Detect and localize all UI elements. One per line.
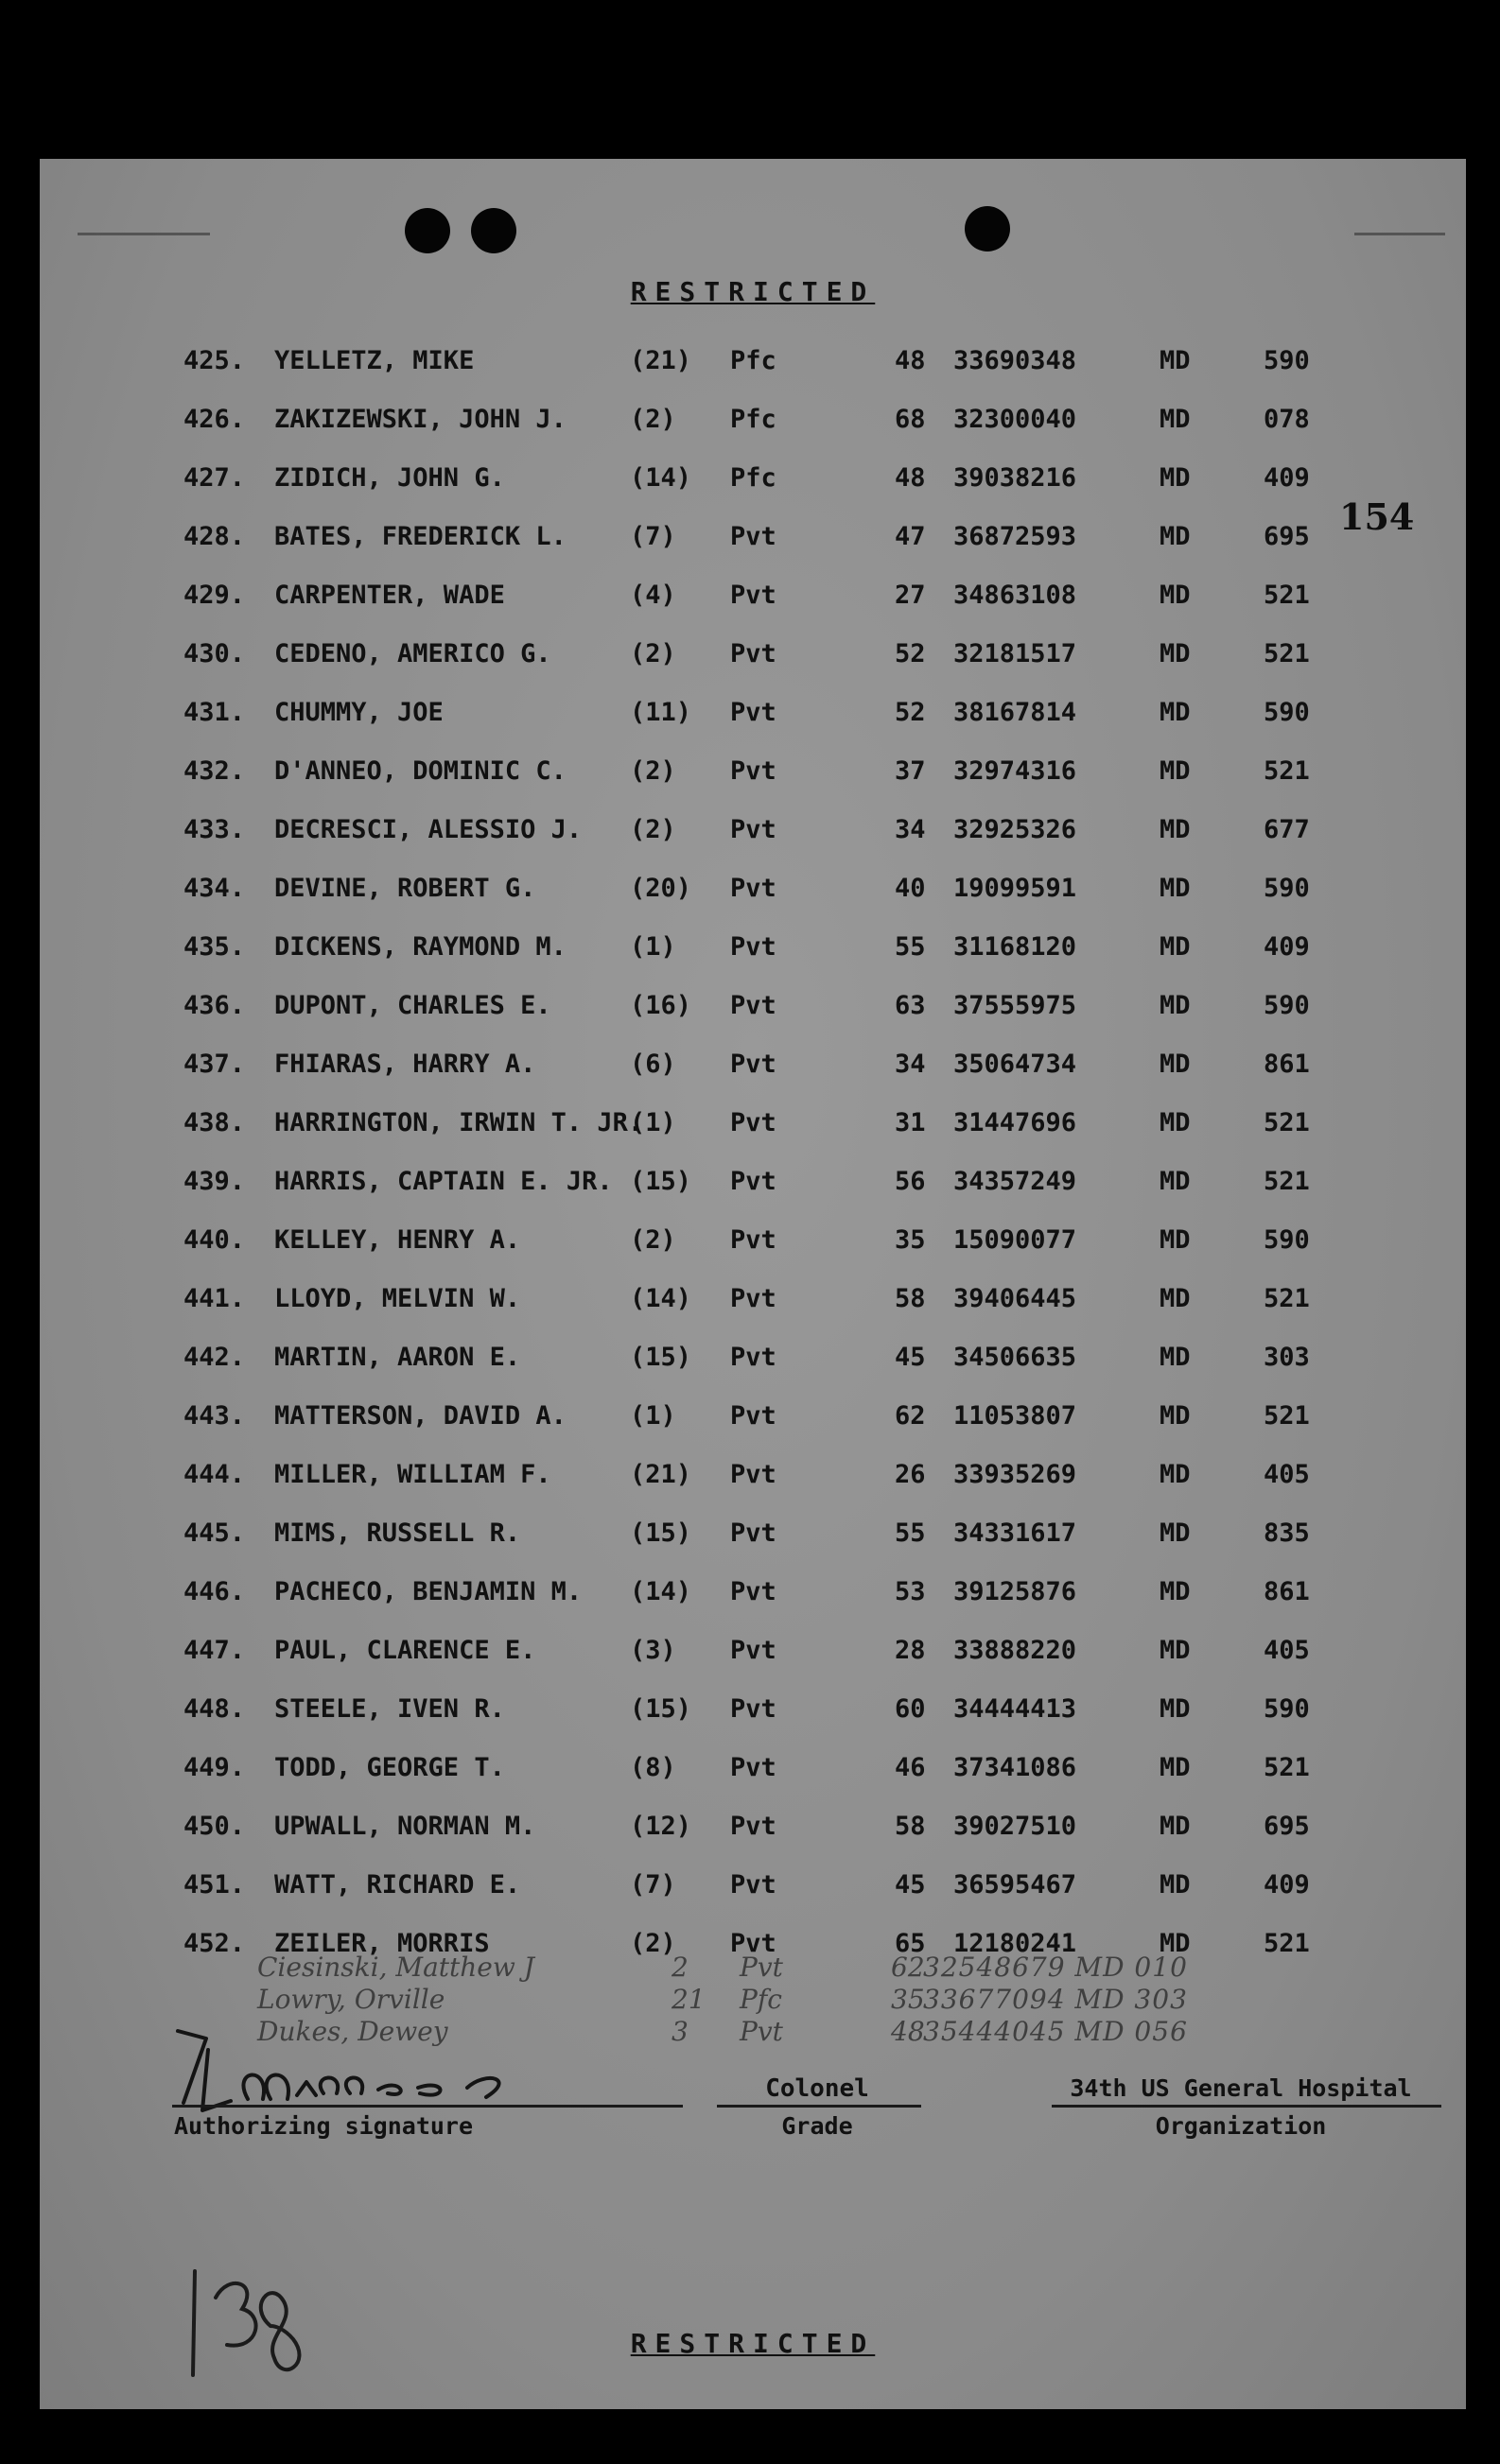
handwritten-age: 35 <box>891 1984 925 2015</box>
roster-row <box>40 1343 1466 1380</box>
roster-num: 451. <box>183 1870 246 1900</box>
roster-row <box>40 1753 1466 1791</box>
roster-mos: 521 <box>1264 756 1310 786</box>
roster-age: 58 <box>895 1812 926 1841</box>
roster-num: 439. <box>183 1167 246 1196</box>
roster-serial: 32181517 <box>953 639 1077 668</box>
roster-name: MARTIN, AARON E. <box>274 1343 521 1372</box>
roster-mos: 521 <box>1264 639 1310 668</box>
handwritten-grade: Pvt <box>740 1952 783 1983</box>
roster-num: 447. <box>183 1636 246 1665</box>
roster-age: 52 <box>895 698 926 727</box>
roster-code: (7) <box>630 1870 676 1900</box>
roster-mos: 695 <box>1264 1812 1310 1841</box>
roster-num: 437. <box>183 1050 246 1079</box>
roster-age: 68 <box>895 405 926 434</box>
roster-row <box>40 522 1466 560</box>
margin-mark <box>1354 233 1445 235</box>
roster-grade: Pvt <box>730 815 776 844</box>
roster-age: 28 <box>895 1636 926 1665</box>
roster-mos: 861 <box>1264 1577 1310 1606</box>
roster-mos: 835 <box>1264 1518 1310 1548</box>
roster-name: HARRINGTON, IRWIN T. JR. <box>274 1108 644 1137</box>
roster-grade: Pvt <box>730 1518 776 1548</box>
roster-grade: Pvt <box>730 522 776 551</box>
roster-serial: 33690348 <box>953 346 1077 375</box>
roster-serial: 34863108 <box>953 581 1077 610</box>
roster-grade: Pfc <box>730 405 776 434</box>
roster-grade: Pvt <box>730 1108 776 1137</box>
roster-name: YELLETZ, MIKE <box>274 346 475 375</box>
roster-serial: 39125876 <box>953 1577 1077 1606</box>
roster-grade: Pvt <box>730 1694 776 1724</box>
roster-mos: 409 <box>1264 463 1310 493</box>
roster-age: 55 <box>895 1518 926 1548</box>
roster-mos: 405 <box>1264 1636 1310 1665</box>
roster-mos: 521 <box>1264 1284 1310 1313</box>
roster-age: 34 <box>895 815 926 844</box>
roster-age: 63 <box>895 991 926 1020</box>
roster-serial: 31447696 <box>953 1108 1077 1137</box>
roster-row <box>40 1050 1466 1087</box>
roster-code: (14) <box>630 1577 692 1606</box>
roster-code: (21) <box>630 346 692 375</box>
roster-row <box>40 1167 1466 1205</box>
roster-mos: 303 <box>1264 1343 1310 1372</box>
roster-branch: MD <box>1160 991 1191 1020</box>
handwritten-name: Ciesinski, Matthew J <box>257 1952 534 1983</box>
roster-branch: MD <box>1160 815 1191 844</box>
roster-row <box>40 346 1466 384</box>
roster-row <box>40 698 1466 736</box>
roster-grade: Pvt <box>730 1460 776 1489</box>
roster-name: CHUMMY, JOE <box>274 698 444 727</box>
roster-branch: MD <box>1160 405 1191 434</box>
roster-branch: MD <box>1160 463 1191 493</box>
roster-name: FHIARAS, HARRY A. <box>274 1050 536 1079</box>
roster-serial: 15090077 <box>953 1225 1077 1255</box>
roster-branch: MD <box>1160 932 1191 962</box>
roster-mos: 521 <box>1264 1167 1310 1196</box>
roster-row <box>40 639 1466 677</box>
roster-code: (15) <box>630 1343 692 1372</box>
roster-name: MATTERSON, DAVID A. <box>274 1401 567 1431</box>
roster-row <box>40 1870 1466 1908</box>
roster-branch: MD <box>1160 639 1191 668</box>
roster-serial: 32925326 <box>953 815 1077 844</box>
roster-num: 426. <box>183 405 246 434</box>
roster-grade: Pvt <box>730 1225 776 1255</box>
roster-age: 27 <box>895 581 926 610</box>
roster-row <box>40 1518 1466 1556</box>
roster-age: 47 <box>895 522 926 551</box>
roster-code: (2) <box>630 756 676 786</box>
roster-branch: MD <box>1160 1577 1191 1606</box>
roster-row <box>40 1460 1466 1498</box>
roster-mos: 590 <box>1264 1225 1310 1255</box>
roster-code: (2) <box>630 815 676 844</box>
roster-code: (1) <box>630 1108 676 1137</box>
handwritten-name: Lowry, Orville <box>257 1984 445 2015</box>
roster-name: TODD, GEORGE T. <box>274 1753 505 1782</box>
roster-grade: Pvt <box>730 581 776 610</box>
document-page <box>40 159 1466 2409</box>
roster-num: 443. <box>183 1401 246 1431</box>
roster-age: 56 <box>895 1167 926 1196</box>
roster-age: 35 <box>895 1225 926 1255</box>
roster-num: 430. <box>183 639 246 668</box>
roster-mos: 521 <box>1264 1929 1310 1958</box>
punch-hole <box>471 208 516 253</box>
roster-row <box>40 991 1466 1029</box>
roster-code: (21) <box>630 1460 692 1489</box>
roster-serial: 32300040 <box>953 405 1077 434</box>
roster-branch: MD <box>1160 1050 1191 1079</box>
handwritten-grade: Pfc <box>740 1984 782 2015</box>
roster-grade: Pvt <box>730 874 776 903</box>
roster-row <box>40 463 1466 501</box>
roster-serial: 12180241 <box>953 1929 1077 1958</box>
handwritten-row <box>40 1952 1466 1986</box>
roster-code: (3) <box>630 1636 676 1665</box>
roster-num: 425. <box>183 346 246 375</box>
roster-row <box>40 1401 1466 1439</box>
roster-serial: 39406445 <box>953 1284 1077 1313</box>
page-number: 154 <box>1339 495 1415 538</box>
organization-value: 34th US General Hospital <box>1070 2074 1412 2102</box>
roster-code: (2) <box>630 1225 676 1255</box>
roster-grade: Pvt <box>730 1284 776 1313</box>
roster-grade: Pvt <box>730 1753 776 1782</box>
roster-num: 433. <box>183 815 246 844</box>
roster-num: 442. <box>183 1343 246 1372</box>
roster-name: KELLEY, HENRY A. <box>274 1225 521 1255</box>
roster-grade: Pvt <box>730 932 776 962</box>
organization-label: Organization <box>1155 2112 1327 2140</box>
roster-code: (15) <box>630 1518 692 1548</box>
roster-branch: MD <box>1160 1636 1191 1665</box>
roster-num: 450. <box>183 1812 246 1841</box>
roster-grade: Pvt <box>730 991 776 1020</box>
roster-age: 48 <box>895 346 926 375</box>
roster-num: 435. <box>183 932 246 962</box>
roster-serial: 35064734 <box>953 1050 1077 1079</box>
roster-branch: MD <box>1160 346 1191 375</box>
roster-code: (2) <box>630 1929 676 1958</box>
roster-code: (15) <box>630 1167 692 1196</box>
roster-serial: 19099591 <box>953 874 1077 903</box>
roster-num: 432. <box>183 756 246 786</box>
roster-branch: MD <box>1160 1343 1191 1372</box>
roster-num: 431. <box>183 698 246 727</box>
roster-grade: Pvt <box>730 756 776 786</box>
roster-name: MIMS, RUSSELL R. <box>274 1518 521 1548</box>
roster-grade: Pvt <box>730 1343 776 1372</box>
roster-grade: Pfc <box>730 346 776 375</box>
roster-row <box>40 1284 1466 1322</box>
handwritten-code: 21 <box>672 1984 706 2015</box>
roster-age: 58 <box>895 1284 926 1313</box>
roster-name: LLOYD, MELVIN W. <box>274 1284 521 1313</box>
roster-mos: 590 <box>1264 346 1310 375</box>
restricted-footer: RESTRICTED <box>630 2328 876 2359</box>
roster-name: DUPONT, CHARLES E. <box>274 991 551 1020</box>
roster-serial: 34444413 <box>953 1694 1077 1724</box>
roster-code: (15) <box>630 1694 692 1724</box>
authorizing-signature-label: Authorizing signature <box>173 2112 474 2140</box>
roster-row <box>40 932 1466 970</box>
roster-age: 52 <box>895 639 926 668</box>
roster-branch: MD <box>1160 1108 1191 1137</box>
punch-hole <box>405 208 450 253</box>
roster-num: 440. <box>183 1225 246 1255</box>
roster-mos: 409 <box>1264 932 1310 962</box>
roster-mos: 405 <box>1264 1460 1310 1489</box>
roster-age: 26 <box>895 1460 926 1489</box>
roster-branch: MD <box>1160 1870 1191 1900</box>
roster-branch: MD <box>1160 1812 1191 1841</box>
roster-serial: 33888220 <box>953 1636 1077 1665</box>
roster-name: PAUL, CLARENCE E. <box>274 1636 536 1665</box>
punch-hole <box>965 206 1010 252</box>
roster-row <box>40 1108 1466 1146</box>
roster-branch: MD <box>1160 1167 1191 1196</box>
roster-name: DICKENS, RAYMOND M. <box>274 932 567 962</box>
roster-row <box>40 1694 1466 1732</box>
roster-mos: 521 <box>1264 1401 1310 1431</box>
roster-age: 60 <box>895 1694 926 1724</box>
roster-age: 65 <box>895 1929 926 1958</box>
roster-serial: 33935269 <box>953 1460 1077 1489</box>
handwritten-grade: Pvt <box>740 2016 783 2047</box>
roster-serial: 39027510 <box>953 1812 1077 1841</box>
roster-mos: 078 <box>1264 405 1310 434</box>
roster-age: 40 <box>895 874 926 903</box>
roster-num: 449. <box>183 1753 246 1782</box>
roster-num: 445. <box>183 1518 246 1548</box>
roster-grade: Pvt <box>730 1167 776 1196</box>
handwritten-age: 62 <box>891 1952 925 1983</box>
roster-mos: 521 <box>1264 1108 1310 1137</box>
roster-num: 444. <box>183 1460 246 1489</box>
roster-serial: 36595467 <box>953 1870 1077 1900</box>
roster-code: (16) <box>630 991 692 1020</box>
roster-code: (6) <box>630 1050 676 1079</box>
roster-name: DEVINE, ROBERT G. <box>274 874 536 903</box>
roster-code: (2) <box>630 405 676 434</box>
restricted-header: RESTRICTED <box>630 276 876 307</box>
roster-code: (11) <box>630 698 692 727</box>
roster-row <box>40 405 1466 442</box>
handwritten-code: 3 <box>672 2016 689 2047</box>
roster-num: 438. <box>183 1108 246 1137</box>
roster-name: ZAKIZEWSKI, JOHN J. <box>274 405 567 434</box>
roster-grade: Pvt <box>730 698 776 727</box>
roster-mos: 590 <box>1264 874 1310 903</box>
roster-branch: MD <box>1160 1225 1191 1255</box>
roster-branch: MD <box>1160 756 1191 786</box>
roster-age: 45 <box>895 1870 926 1900</box>
roster-mos: 590 <box>1264 1694 1310 1724</box>
roster-name: PACHECO, BENJAMIN M. <box>274 1577 583 1606</box>
roster-branch: MD <box>1160 522 1191 551</box>
roster-grade: Pvt <box>730 1577 776 1606</box>
roster-num: 429. <box>183 581 246 610</box>
roster-name: UPWALL, NORMAN M. <box>274 1812 536 1841</box>
roster-mos: 677 <box>1264 815 1310 844</box>
handwritten-serial: 35444045 MD 056 <box>923 2016 1188 2047</box>
roster-num: 452. <box>183 1929 246 1958</box>
roster-serial: 32974316 <box>953 756 1077 786</box>
roster-serial: 34506635 <box>953 1343 1077 1372</box>
roster-num: 446. <box>183 1577 246 1606</box>
roster-num: 427. <box>183 463 246 493</box>
roster-row <box>40 581 1466 618</box>
roster-branch: MD <box>1160 1284 1191 1313</box>
handwritten-age: 48 <box>891 2016 925 2047</box>
roster-row <box>40 1636 1466 1674</box>
roster-age: 31 <box>895 1108 926 1137</box>
roster-branch: MD <box>1160 1460 1191 1489</box>
roster-branch: MD <box>1160 698 1191 727</box>
roster-row <box>40 1812 1466 1849</box>
roster-name: ZIDICH, JOHN G. <box>274 463 505 493</box>
roster-branch: MD <box>1160 1753 1191 1782</box>
roster-serial: 39038216 <box>953 463 1077 493</box>
roster-serial: 37555975 <box>953 991 1077 1020</box>
roster-code: (1) <box>630 1401 676 1431</box>
roster-grade: Pvt <box>730 1870 776 1900</box>
roster-name: WATT, RICHARD E. <box>274 1870 521 1900</box>
roster-serial: 38167814 <box>953 698 1077 727</box>
roster-code: (7) <box>630 522 676 551</box>
roster-age: 48 <box>895 463 926 493</box>
roster-grade: Pfc <box>730 463 776 493</box>
roster-age: 37 <box>895 756 926 786</box>
roster-name: MILLER, WILLIAM F. <box>274 1460 551 1489</box>
roster-name: HARRIS, CAPTAIN E. JR. <box>274 1167 613 1196</box>
roster-row <box>40 815 1466 853</box>
roster-name: STEELE, IVEN R. <box>274 1694 505 1724</box>
roster-age: 45 <box>895 1343 926 1372</box>
roster-branch: MD <box>1160 581 1191 610</box>
roster-grade: Pvt <box>730 1929 776 1958</box>
roster-name: D'ANNEO, DOMINIC C. <box>274 756 567 786</box>
signature-line <box>172 2105 683 2108</box>
roster-serial: 31168120 <box>953 932 1077 962</box>
roster-serial: 36872593 <box>953 522 1077 551</box>
margin-mark <box>78 233 210 235</box>
roster-branch: MD <box>1160 874 1191 903</box>
roster-code: (4) <box>630 581 676 610</box>
roster-name: DECRESCI, ALESSIO J. <box>274 815 583 844</box>
roster-code: (14) <box>630 463 692 493</box>
roster-row <box>40 1225 1466 1263</box>
roster-name: ZEILER, MORRIS <box>274 1929 490 1958</box>
roster-serial: 37341086 <box>953 1753 1077 1782</box>
grade-label: Grade <box>781 2112 853 2140</box>
roster-grade: Pvt <box>730 1050 776 1079</box>
grade-value: Colonel <box>765 2074 869 2103</box>
handwritten-name: Dukes, Dewey <box>257 2016 448 2047</box>
roster-mos: 409 <box>1264 1870 1310 1900</box>
roster-mos: 521 <box>1264 581 1310 610</box>
grade-line <box>717 2105 921 2108</box>
roster-row <box>40 874 1466 911</box>
authorizing-signature-scrawl <box>165 2012 694 2116</box>
roster-code: (20) <box>630 874 692 903</box>
roster-mos: 695 <box>1264 522 1310 551</box>
roster-name: BATES, FREDERICK L. <box>274 522 567 551</box>
roster-code: (2) <box>630 639 676 668</box>
roster-code: (1) <box>630 932 676 962</box>
roster-code: (12) <box>630 1812 692 1841</box>
roster-num: 436. <box>183 991 246 1020</box>
roster-code: (8) <box>630 1753 676 1782</box>
roster-mos: 590 <box>1264 698 1310 727</box>
roster-grade: Pvt <box>730 1812 776 1841</box>
roster-grade: Pvt <box>730 1636 776 1665</box>
roster-num: 434. <box>183 874 246 903</box>
roster-branch: MD <box>1160 1518 1191 1548</box>
roster-age: 55 <box>895 932 926 962</box>
roster-name: CARPENTER, WADE <box>274 581 505 610</box>
roster-num: 448. <box>183 1694 246 1724</box>
roster-code: (14) <box>630 1284 692 1313</box>
roster-serial: 34357249 <box>953 1167 1077 1196</box>
handwritten-page-number <box>172 2260 323 2392</box>
handwritten-serial: 32548679 MD 010 <box>923 1952 1188 1983</box>
roster-serial: 11053807 <box>953 1401 1077 1431</box>
roster-mos: 861 <box>1264 1050 1310 1079</box>
roster-age: 34 <box>895 1050 926 1079</box>
roster-branch: MD <box>1160 1401 1191 1431</box>
roster-name: CEDENO, AMERICO G. <box>274 639 551 668</box>
roster-age: 46 <box>895 1753 926 1782</box>
roster-row <box>40 1577 1466 1615</box>
roster-num: 428. <box>183 522 246 551</box>
organization-line <box>1052 2105 1441 2108</box>
handwritten-serial: 33677094 MD 303 <box>923 1984 1188 2015</box>
roster-age: 53 <box>895 1577 926 1606</box>
roster-mos: 590 <box>1264 991 1310 1020</box>
roster-row <box>40 756 1466 794</box>
roster-branch: MD <box>1160 1929 1191 1958</box>
roster-serial: 34331617 <box>953 1518 1077 1548</box>
roster-branch: MD <box>1160 1694 1191 1724</box>
roster-mos: 521 <box>1264 1753 1310 1782</box>
roster-age: 62 <box>895 1401 926 1431</box>
roster-grade: Pvt <box>730 1401 776 1431</box>
handwritten-code: 2 <box>672 1952 689 1983</box>
roster-grade: Pvt <box>730 639 776 668</box>
roster-num: 441. <box>183 1284 246 1313</box>
